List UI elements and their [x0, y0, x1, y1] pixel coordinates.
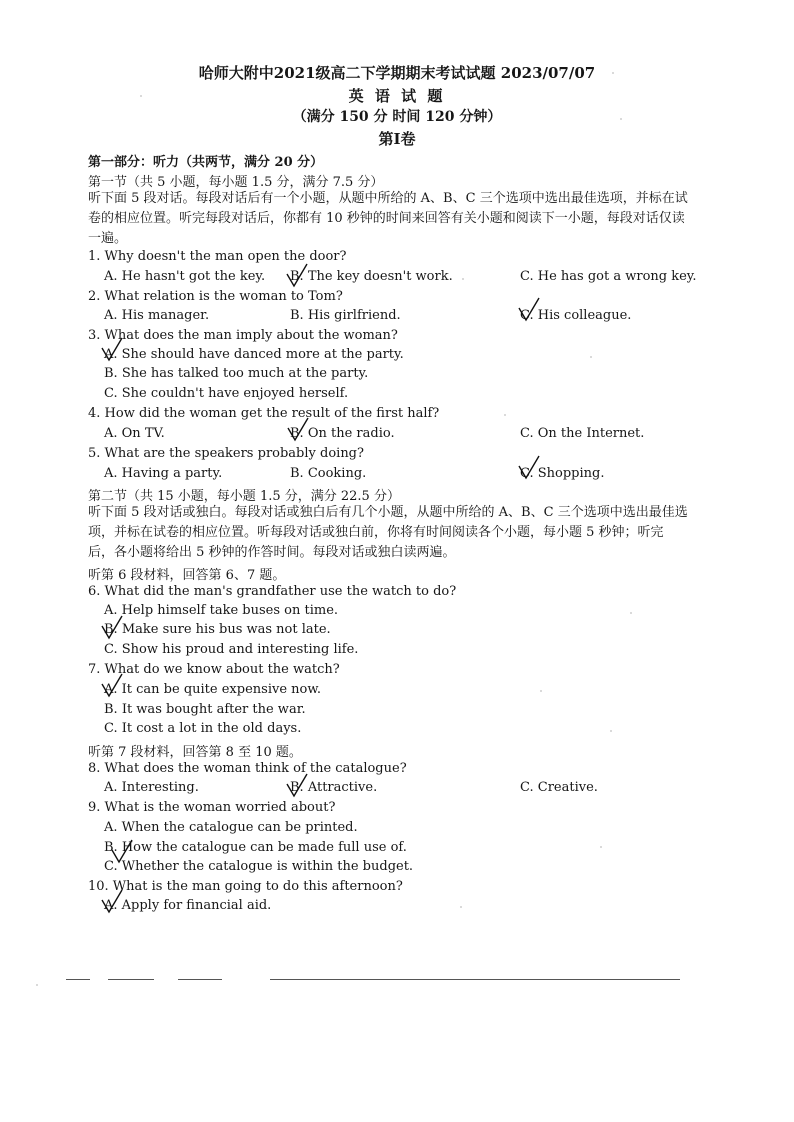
option-a: A. Having a party.: [104, 466, 223, 481]
option-a: A. When the catalogue can be printed.: [104, 820, 358, 835]
question-stem: 10. What is the man going to do this afternoon?: [88, 879, 403, 894]
check-mark-icon: [100, 336, 124, 362]
question-stem: 6. What did the man's grandfather use the watch to do?: [88, 584, 457, 599]
scan-speck: [140, 95, 142, 97]
question-stem: 8. What does the woman think of the catalogue?: [88, 761, 407, 776]
question-stem: 2. What relation is the woman to Tom?: [88, 289, 343, 304]
question-stem: 1. Why doesn't the man open the door?: [88, 249, 347, 264]
option-c: C. On the Internet.: [520, 426, 645, 441]
section2-heading: 第二节（共 15 小题，每小题 1.5 分，满分 22.5 分）: [88, 489, 400, 504]
option-a: A. Apply for financial aid.: [104, 898, 272, 913]
scan-speck: [590, 356, 592, 358]
option-c: C. She couldn't have enjoyed herself.: [104, 386, 349, 401]
scan-speck: [462, 278, 464, 280]
check-mark-icon: [517, 296, 541, 322]
scan-speck: [630, 612, 632, 614]
subject-title: 英 语 试 题: [348, 87, 446, 105]
section1-instructions: 听下面 5 段对话。每段对话后有一个小题，从题中所给的 A、B、C 三个选项中选出最佳选项，并标在试卷的相应位置。听完每段对话后，你都有 10 秒钟的时间来回答有关小题和阅读下一小题，每段对话仅读一遍。: [88, 191, 688, 246]
scan-speck: [610, 730, 612, 732]
score-time: （满分 150 分 时间 120 分钟）: [292, 109, 502, 125]
check-mark-icon: [110, 838, 134, 864]
check-mark-icon: [100, 672, 124, 698]
check-mark-icon: [100, 888, 124, 914]
check-mark-icon: [100, 614, 124, 640]
footer-rule: [270, 979, 680, 980]
scan-speck: [612, 72, 614, 74]
check-mark-icon: [285, 262, 309, 288]
option-c: C. He has got a wrong key.: [520, 269, 697, 284]
option-b: B. On the radio.: [290, 426, 395, 441]
check-mark-icon: [285, 772, 309, 798]
question-stem: 4. How did the woman get the result of the first half?: [88, 406, 440, 421]
section2-instructions: 听下面 5 段对话或独白。每段对话或独白后有几个小题，从题中所给的 A、B、C 三个选项中选出最佳选项，并标在试卷的相应位置。听每段对话或独白前，你将有时间阅读各个小题，每小题 5 秒钟；听完后，各小题将给出 5 秒钟的作答时间。每段对话或独白读两遍。: [88, 505, 688, 560]
option-c: C. Show his proud and interesting life.: [104, 642, 359, 657]
scan-speck: [620, 118, 622, 120]
section1-heading: 第一节（共 5 小题，每小题 1.5 分，满分 7.5 分）: [88, 175, 384, 190]
option-c: C. It cost a lot in the old days.: [104, 721, 302, 736]
question-stem: 9. What is the woman worried about?: [88, 800, 336, 815]
option-b: B. She has talked too much at the party.: [104, 366, 369, 381]
question-stem: 7. What do we know about the watch?: [88, 662, 340, 677]
option-a: A. His manager.: [104, 308, 210, 323]
material-7-label: 听第 7 段材料，回答第 8 至 10 题。: [88, 745, 302, 760]
option-a: A. Interesting.: [104, 780, 199, 795]
part1-heading: 第一部分：听力（共两节，满分 20 分）: [88, 155, 324, 170]
footer-rule: [108, 979, 154, 980]
scan-speck: [540, 690, 542, 692]
school-title: 哈师大附中2021级高二下学期期末考试试题 2023/07/07: [198, 64, 596, 82]
option-a: A. She should have danced more at the party.: [104, 347, 404, 362]
check-mark-icon: [517, 454, 541, 480]
option-b: B. Make sure his bus was not late.: [104, 622, 331, 637]
option-a: A. Help himself take buses on time.: [104, 603, 339, 618]
option-b: B. How the catalogue can be made full use of.: [104, 840, 407, 855]
volume-label: 第Ⅰ卷: [378, 130, 416, 148]
material-6-label: 听第 6 段材料，回答第 6、7 题。: [88, 568, 286, 583]
option-b: B. Attractive.: [290, 780, 378, 795]
check-mark-icon: [286, 416, 310, 442]
option-c: C. Creative.: [520, 780, 598, 795]
option-b: B. It was bought after the war.: [104, 702, 306, 717]
scan-speck: [460, 906, 462, 908]
scan-speck: [600, 846, 602, 848]
option-a: A. He hasn't got the key.: [104, 269, 266, 284]
scan-speck: [504, 414, 506, 416]
scan-speck: [36, 984, 38, 986]
option-a: A. It can be quite expensive now.: [104, 682, 322, 697]
question-stem: 5. What are the speakers probably doing?: [88, 446, 364, 461]
option-a: A. On TV.: [104, 426, 165, 441]
question-stem: 3. What does the man imply about the woman?: [88, 328, 398, 343]
option-b: B. The key doesn't work.: [290, 269, 453, 284]
option-b: B. Cooking.: [290, 466, 367, 481]
option-c: C. Whether the catalogue is within the budget.: [104, 859, 414, 874]
option-b: B. His girlfriend.: [290, 308, 401, 323]
option-c: C. Shopping.: [520, 466, 605, 481]
footer-rule: [178, 979, 222, 980]
option-c: C. His colleague.: [520, 308, 632, 323]
footer-rule: [66, 979, 90, 980]
